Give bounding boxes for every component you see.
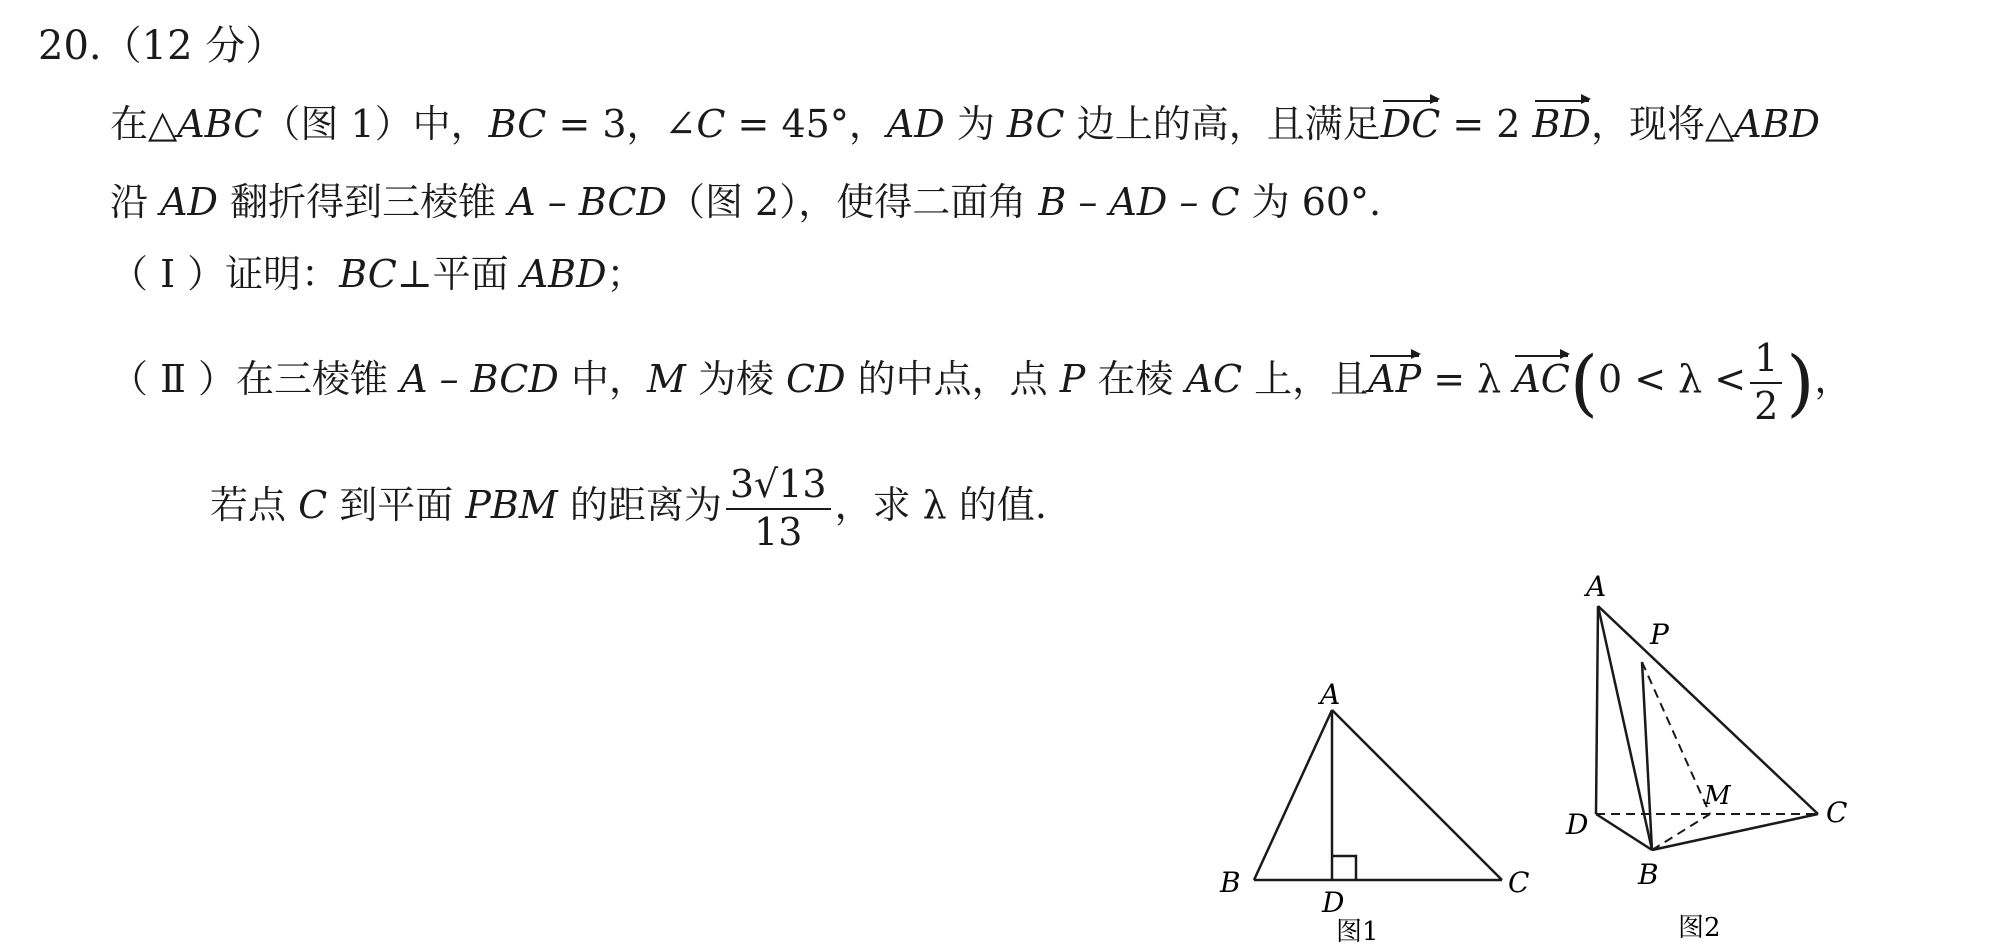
fraction-distance: [726, 462, 831, 555]
text: 在△: [110, 102, 178, 146]
text: 为: [944, 102, 1007, 146]
text: 翻折得到三棱锥: [218, 180, 509, 224]
text: 为 60°.: [1239, 180, 1382, 224]
edge-ac: [1332, 710, 1502, 880]
label-b: B: [1220, 866, 1241, 899]
edge-ab: [1254, 710, 1332, 880]
label-c: C: [1826, 796, 1848, 829]
text: 边上的高，且满足: [1064, 102, 1381, 146]
math: ABD: [1734, 102, 1821, 146]
part-2: [110, 336, 1852, 429]
denominator: 2: [1754, 383, 1779, 428]
math: BC: [339, 252, 397, 296]
math: M: [646, 357, 686, 402]
text: （ Ⅰ ）证明：: [110, 252, 340, 296]
vector-ac: AC: [1513, 357, 1570, 402]
text: 到平面: [327, 483, 466, 528]
problem-number-text: 20.: [38, 23, 102, 69]
edge-bc: [1652, 814, 1818, 850]
text: = λ: [1421, 357, 1514, 402]
math: CD: [786, 357, 846, 402]
stem-line-2: [110, 180, 1381, 226]
text: = 3，∠: [546, 102, 697, 146]
edge-db: [1596, 814, 1652, 850]
math: C: [298, 483, 328, 528]
math: 0 < λ <: [1597, 357, 1747, 402]
text: 的距离为: [557, 483, 722, 528]
numerator: 3√13: [726, 462, 831, 510]
edge-pm-hidden: [1642, 662, 1710, 814]
text: = 45°，: [725, 102, 887, 146]
text: ，: [1814, 357, 1853, 402]
text: 为棱: [685, 357, 787, 402]
math: AD: [160, 180, 219, 224]
label-a: A: [1320, 678, 1341, 711]
label-b: B: [1638, 858, 1659, 891]
figure-2: [1560, 570, 1880, 950]
problem-number: [38, 14, 285, 71]
label-c: C: [1508, 866, 1530, 899]
text: 中，: [558, 357, 647, 402]
text: ，现将△: [1590, 102, 1735, 146]
text: ⊥平面: [396, 252, 521, 296]
figure-1: [1200, 660, 1530, 950]
left-paren: (: [1569, 340, 1598, 425]
fraction-half: [1750, 336, 1782, 429]
label-d: D: [1322, 886, 1345, 919]
stem-line-1: [110, 102, 1820, 148]
part-2-line-2: [210, 462, 1047, 555]
right-angle-mark: [1332, 856, 1356, 880]
vector-bd: BD: [1532, 102, 1591, 146]
math: PBM: [465, 483, 558, 528]
label-m: M: [1704, 781, 1731, 811]
text: （ Ⅱ ）在三棱锥: [110, 357, 401, 402]
problem-score: （12 分）: [101, 23, 286, 69]
math: AD: [886, 102, 945, 146]
right-paren: ): [1786, 340, 1815, 425]
figure-1-caption: 图1: [1336, 917, 1379, 947]
math: ABC: [177, 102, 263, 146]
text: 若点: [210, 483, 299, 528]
math: A – BCD: [400, 357, 559, 402]
text: 的中点，点: [845, 357, 1060, 402]
text: ，求 λ 的值.: [834, 483, 1047, 528]
math: BC: [488, 102, 547, 146]
edge-ad: [1596, 606, 1598, 814]
text: 上，且: [1242, 357, 1369, 402]
math: B – AD – C: [1038, 180, 1240, 224]
text: 沿: [110, 180, 161, 224]
vector-dc: DC: [1380, 102, 1441, 146]
text: （图 1）中，: [262, 102, 489, 146]
label-d: D: [1566, 808, 1589, 841]
math: A – BCD: [508, 180, 667, 224]
math: P: [1059, 357, 1086, 402]
math: C: [696, 102, 726, 146]
text: = 2: [1440, 102, 1533, 146]
text: 在棱: [1085, 357, 1186, 402]
text: （图 2），使得二面角: [666, 180, 1039, 224]
figure-2-caption: 图2: [1678, 913, 1721, 943]
label-p: P: [1650, 618, 1669, 651]
vector-ap: AP: [1368, 357, 1422, 402]
label-a: A: [1586, 570, 1607, 603]
part-1: [110, 252, 645, 298]
text: ；: [606, 252, 645, 296]
math: BC: [1006, 102, 1065, 146]
math: ABD: [520, 252, 607, 296]
denominator: 13: [754, 509, 803, 554]
math: AC: [1185, 357, 1243, 402]
numerator: 1: [1750, 336, 1782, 384]
